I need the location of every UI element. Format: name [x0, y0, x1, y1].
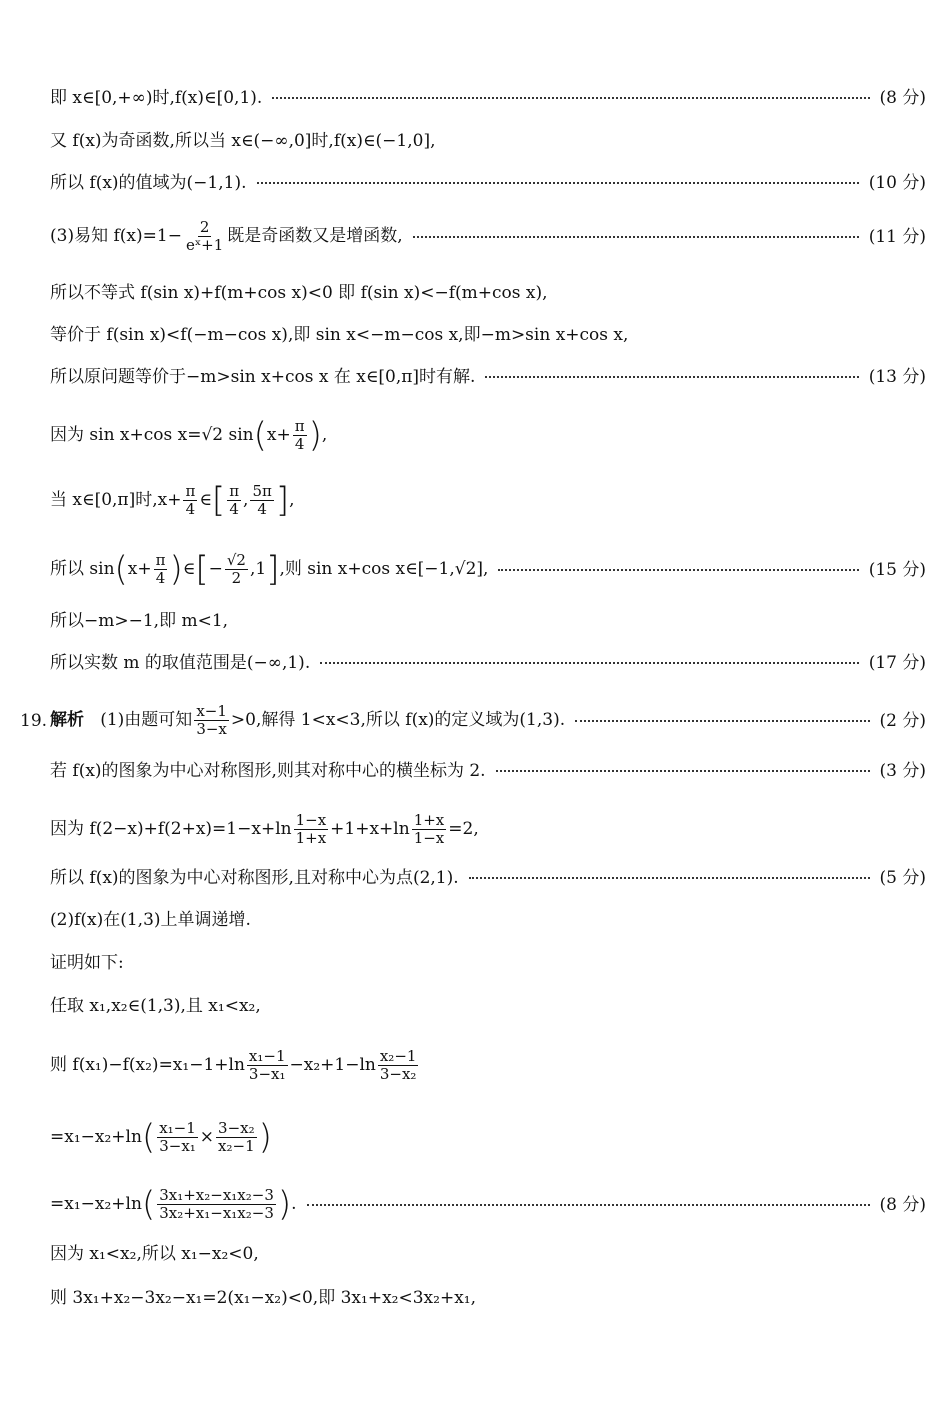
- numerator: π: [229, 482, 240, 500]
- score-mark: (3 分): [879, 761, 926, 781]
- fraction: [157, 1120, 198, 1155]
- text-segment: −x₂+1−ln: [289, 1055, 376, 1075]
- line-text: 因为 x₁<x₂,所以 x₁−x₂<0,: [50, 1244, 259, 1264]
- solution-line-6: [50, 324, 926, 346]
- leader-dots: [485, 376, 858, 378]
- line-text: 所以实数 m 的取值范围是(−∞,1).: [50, 653, 311, 673]
- text-segment: 既是奇函数又是增函数,: [227, 226, 403, 246]
- score-mark: (11 分): [868, 226, 926, 247]
- line-text: 所以原问题等价于−m>sin x+cos x 在 x∈[0,π]时有解.: [50, 367, 476, 387]
- numerator: 2: [199, 218, 210, 236]
- line-text: 所以 f(x)的图象为中心对称图形,且对称中心为点(2,1).: [50, 868, 459, 888]
- text-segment: =2,: [448, 819, 479, 839]
- denominator: 4: [155, 569, 166, 587]
- numerator: x−1: [196, 702, 227, 720]
- line-text: (2)f(x)在(1,3)上单调递增.: [50, 910, 251, 930]
- math-expression: [50, 415, 328, 456]
- solution-line-7: [50, 366, 926, 388]
- solution-line-8: [50, 415, 926, 456]
- line-text: 任取 x₁,x₂∈(1,3),且 x₁<x₂,: [50, 996, 261, 1016]
- denominator: 3−x₁: [248, 1065, 286, 1083]
- solution-line-23: [50, 1243, 926, 1265]
- text-segment: .: [291, 1194, 297, 1214]
- right-paren: ): [308, 415, 322, 456]
- solution-line-14: [50, 760, 926, 782]
- line-text: 则 3x₁+x₂−3x₂−x₁=2(x₁−x₂)<0,即 3x₁+x₂<3x₂+x₁,: [50, 1288, 476, 1308]
- numerator: 1+x: [413, 811, 445, 829]
- numerator: 3−x₂: [218, 1119, 255, 1137]
- denominator: x₂−1: [218, 1137, 255, 1155]
- text-segment: 因为 sin x+cos x=√2 sin: [50, 425, 254, 445]
- denominator: 4: [257, 500, 267, 518]
- numerator: 1−x: [295, 811, 327, 829]
- text-segment: ∈: [199, 490, 212, 510]
- solution-line-11: [50, 610, 926, 632]
- math-expression: [50, 1117, 272, 1158]
- left-paren: (: [141, 1184, 156, 1225]
- fraction: [184, 219, 225, 254]
- fraction: [294, 812, 329, 847]
- numerator: x₁−1: [248, 1047, 286, 1065]
- numerator: 3x₁+x₂−x₁x₂−3: [159, 1186, 274, 1204]
- score-mark: (15 分): [868, 559, 926, 580]
- math-expression: [50, 1184, 297, 1225]
- text-segment: ,: [289, 490, 295, 510]
- line-text: 若 f(x)的图象为中心对称图形,则其对称中心的横坐标为 2.: [50, 761, 486, 781]
- denominator: 3−x₁: [159, 1137, 196, 1155]
- solution-line-2: [50, 130, 926, 152]
- score-mark: (10 分): [868, 173, 926, 193]
- text-segment: (1)由题可知: [100, 710, 193, 730]
- solution-line-21: [50, 1117, 926, 1158]
- text-segment: 所以 sin: [50, 559, 115, 579]
- text-segment: ∈: [182, 559, 196, 579]
- solution-line-18: [50, 952, 926, 974]
- numerator: π: [294, 417, 305, 435]
- numerator: 5π: [252, 482, 272, 500]
- text-segment: =x₁−x₂+ln: [50, 1194, 142, 1214]
- text-segment: ,1: [249, 559, 267, 579]
- numerator: x₁−1: [159, 1119, 196, 1137]
- leader-dots: [496, 770, 870, 772]
- score-mark: (13 分): [868, 367, 926, 387]
- solution-line-13: [20, 702, 926, 738]
- line-text: 证明如下:: [50, 953, 124, 973]
- math-expression: [50, 812, 479, 847]
- fraction: [157, 1187, 276, 1222]
- right-bracket: ]: [275, 480, 290, 521]
- solution-line-17: [50, 909, 926, 931]
- fraction: [247, 1048, 288, 1083]
- text-segment: +1+x+ln: [330, 819, 410, 839]
- solution-line-5: [50, 282, 926, 304]
- right-bracket: ]: [266, 549, 280, 590]
- denominator: 4: [185, 500, 196, 518]
- left-paren: (: [141, 1117, 156, 1158]
- fraction: [378, 1048, 419, 1083]
- math-expression: [50, 1048, 420, 1083]
- numerator: π: [155, 551, 166, 569]
- denominator: eˣ+1: [185, 236, 224, 254]
- leader-dots: [257, 182, 859, 184]
- line-text: 等价于 f(sin x)<f(−m−cos x),即 sin x<−m−cos x,即−m>sin x+cos x,: [50, 325, 629, 345]
- text-segment: x+: [266, 425, 291, 445]
- line-text: 又 f(x)为奇函数,所以当 x∈(−∞,0]时,f(x)∈(−1,0],: [50, 131, 436, 151]
- left-bracket: [: [211, 480, 226, 521]
- solution-line-1: [50, 87, 926, 109]
- leader-dots: [469, 877, 870, 879]
- score-mark: (17 分): [868, 653, 926, 673]
- text-segment: 当 x∈[0,π]时,x+: [50, 490, 182, 510]
- math-expression: [50, 549, 489, 590]
- text-segment: 因为 f(2−x)+f(2+x)=1−x+ln: [50, 819, 292, 839]
- leader-dots: [272, 97, 869, 99]
- solution-line-22: [50, 1184, 926, 1225]
- leader-dots: [413, 236, 859, 238]
- solution-line-15: [50, 812, 926, 847]
- fraction: [154, 552, 168, 587]
- numerator: π: [185, 482, 196, 500]
- denominator: 2: [231, 569, 242, 587]
- numerator: √2: [226, 551, 246, 569]
- text-segment: ×: [199, 1127, 215, 1147]
- math-expression: 当 x∈[0,π]时,x+ $\frac{\pi}{4}$ ∈[ $\frac{\pi}{4}$ , $\frac{5\pi}{4}$ ],: [50, 480, 295, 521]
- text-segment: =x₁−x₂+ln: [50, 1127, 142, 1147]
- text-segment: 则 f(x₁)−f(x₂)=x₁−1+ln: [50, 1055, 245, 1075]
- fraction: [183, 483, 197, 518]
- left-paren: (: [114, 549, 128, 590]
- left-bracket: [: [195, 549, 209, 590]
- solution-line-20: [50, 1048, 926, 1083]
- text-segment: −: [208, 559, 223, 579]
- math-expression: [50, 219, 403, 254]
- right-paren: ): [258, 1117, 272, 1158]
- text-segment: ,: [321, 425, 328, 445]
- denominator: 4: [294, 435, 305, 453]
- score-mark: (2 分): [879, 710, 926, 731]
- fraction: [250, 483, 273, 518]
- line-text: 所以−m>−1,即 m<1,: [50, 611, 229, 631]
- leader-dots: [575, 720, 869, 722]
- denominator: 1+x: [295, 829, 327, 847]
- text-segment: x+: [127, 559, 152, 579]
- solution-line-4: [50, 219, 926, 254]
- leader-dots: [498, 569, 858, 571]
- score-mark: (8 分): [879, 88, 926, 108]
- fraction: [216, 1120, 257, 1155]
- solution-line-19: [50, 995, 926, 1017]
- denominator: 1−x: [413, 829, 445, 847]
- fraction: [412, 812, 447, 847]
- denominator: 3−x₂: [379, 1065, 417, 1083]
- solution-line-10: [50, 549, 926, 590]
- leader-dots: [320, 662, 858, 664]
- solution-line-9: [50, 480, 926, 521]
- math-expression: [50, 703, 565, 738]
- analysis-label: 解析: [50, 710, 84, 730]
- right-paren: ): [277, 1184, 292, 1225]
- score-mark: (8 分): [879, 1194, 926, 1215]
- denominator: 4: [229, 500, 239, 518]
- text-segment: >0,解得 1<x<3,所以 f(x)的定义域为(1,3).: [230, 710, 566, 730]
- line-text: 即 x∈[0,+∞)时,f(x)∈[0,1).: [50, 88, 263, 108]
- line-text: 所以不等式 f(sin x)+f(m+cos x)<0 即 f(sin x)<−f(m+cos x),: [50, 283, 548, 303]
- problem-number: 19.: [20, 710, 48, 731]
- solution-line-16: [50, 867, 926, 889]
- solution-line-3: [50, 172, 926, 194]
- leader-dots: [307, 1204, 870, 1206]
- solution-line-24: [50, 1287, 926, 1309]
- solution-line-12: [50, 652, 926, 674]
- text-segment: (3)易知 f(x)=1−: [50, 226, 182, 246]
- left-paren: (: [253, 415, 267, 456]
- line-text: 所以 f(x)的值域为(−1,1).: [50, 173, 247, 193]
- right-paren: ): [169, 549, 183, 590]
- denominator: 3−x: [196, 720, 227, 738]
- score-mark: (5 分): [879, 868, 926, 888]
- fraction: [225, 552, 248, 587]
- fraction: [227, 483, 241, 518]
- fraction: [293, 418, 307, 453]
- text-segment: ,则 sin x+cos x∈[−1,√2],: [279, 559, 489, 579]
- denominator: 3x₂+x₁−x₁x₂−3: [159, 1204, 274, 1222]
- fraction: [194, 703, 229, 738]
- numerator: x₂−1: [379, 1047, 417, 1065]
